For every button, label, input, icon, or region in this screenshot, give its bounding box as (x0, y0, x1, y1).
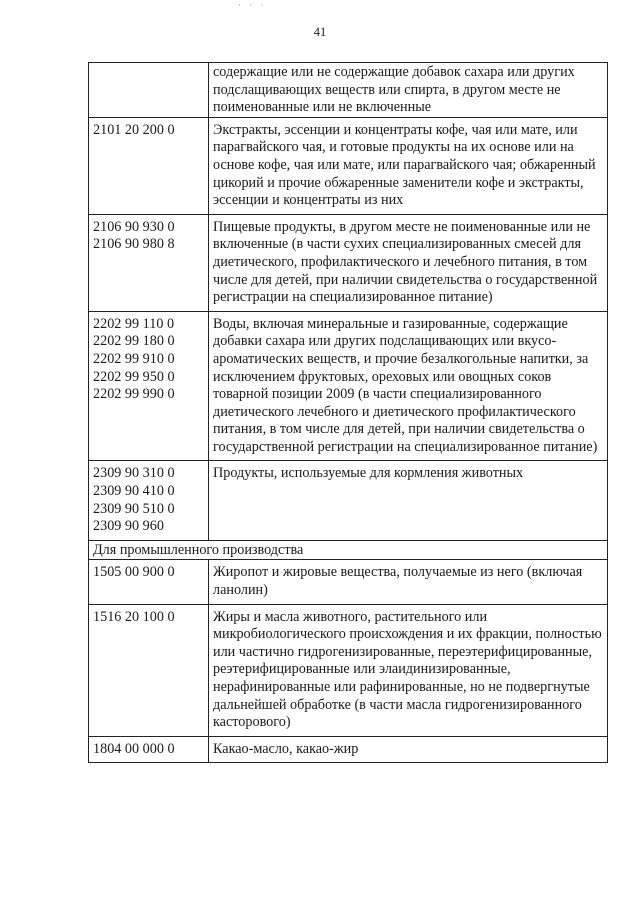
code-cell (89, 117, 209, 214)
tariff-code: 2202 99 180 0 (93, 333, 175, 350)
code-cell (89, 461, 209, 540)
table-row (89, 214, 608, 311)
tariff-code: 2309 90 510 0 (93, 500, 175, 517)
table-body (89, 63, 608, 763)
tariff-code: 2202 99 990 0 (93, 386, 175, 403)
description-cell: Воды, включая минеральные и газированные, содержащие добавки сахара или других подслащивающих или вкусо-ароматических веществ, и прочие безалкогольные напитки, за исключением фруктовых, ореховых или овощных соков товарной позиции 2009 (в части специализированного диетического лечебного и диетического профилактического питания, в том числе для детей, при наличии свидетельства о государственной регистрации на специализированное питание) (209, 311, 608, 461)
section-title: Для промышленного производства (89, 540, 608, 560)
section-header-row (89, 540, 608, 560)
description-cell: Жиры и масла животного, растительного или микробиологического происхождения и их фракции, полностью или частично гидрогенизированные, переэтерифицированные, реэтерифицированные или элаидинизированные, нерафинированные или рафинированные, но не подвергнутые дальнейшей обработке (в части масла гидрогенизированного касторового) (209, 604, 608, 736)
table-row (89, 736, 608, 763)
scan-artifact: · · · (238, 0, 267, 10)
tariff-code: 2309 90 410 0 (93, 483, 175, 500)
tariff-code: 1804 00 000 0 (93, 740, 175, 757)
tariff-code: 2106 90 930 0 (93, 218, 175, 235)
description-cell: Пищевые продукты, в другом месте не поименованные или не включенные (в части сухих специализированных смесей для диетического, профилактического и лечебного питания, в том числе для детей, при наличии свидетельства о государственной регистрации на специализированное питание) (209, 214, 608, 311)
table-row (89, 604, 608, 736)
code-cell (89, 604, 209, 736)
code-cell (89, 560, 209, 604)
description-cell: Жиропот и жировые вещества, получаемые из него (включая ланолин) (209, 560, 608, 604)
tariff-code: 2202 99 910 0 (93, 350, 175, 367)
page-number: 41 (313, 25, 327, 39)
customs-code-table (88, 62, 608, 763)
code-cell (89, 63, 209, 118)
code-cell (89, 736, 209, 763)
tariff-code: 2106 90 980 8 (93, 236, 175, 253)
code-cell (89, 214, 209, 311)
tariff-code: 2101 20 200 0 (93, 121, 175, 138)
tariff-code: 2309 90 310 0 (93, 465, 175, 482)
description-cell: Экстракты, эссенции и концентраты кофе, чая или мате, или парагвайского чая, и готовые продукты на их основе или на основе кофе, чая или мате, или парагвайского чая; обжаренный цикорий и прочие обжаренные заменители кофе и экстракты, эссенции и концентраты из них (209, 117, 608, 214)
tariff-code: 2202 99 950 0 (93, 368, 175, 385)
description-cell: Какао-масло, какао-жир (209, 736, 608, 763)
description-cell: содержащие или не содержащие добавок сахара или других подслащивающих веществ или спирта, в другом месте не поименованные или не включенные (209, 63, 608, 118)
code-cell (89, 311, 209, 461)
tariff-code: 2309 90 960 (93, 518, 164, 535)
description-cell: Продукты, используемые для кормления животных (209, 461, 608, 540)
table-row (89, 63, 608, 118)
table-row (89, 560, 608, 604)
tariff-code: 1505 00 900 0 (93, 564, 175, 581)
table-row (89, 117, 608, 214)
table-row (89, 311, 608, 461)
table-row (89, 461, 608, 540)
tariff-code: 2202 99 110 0 (93, 315, 175, 332)
tariff-code: 1516 20 100 0 (93, 608, 175, 625)
